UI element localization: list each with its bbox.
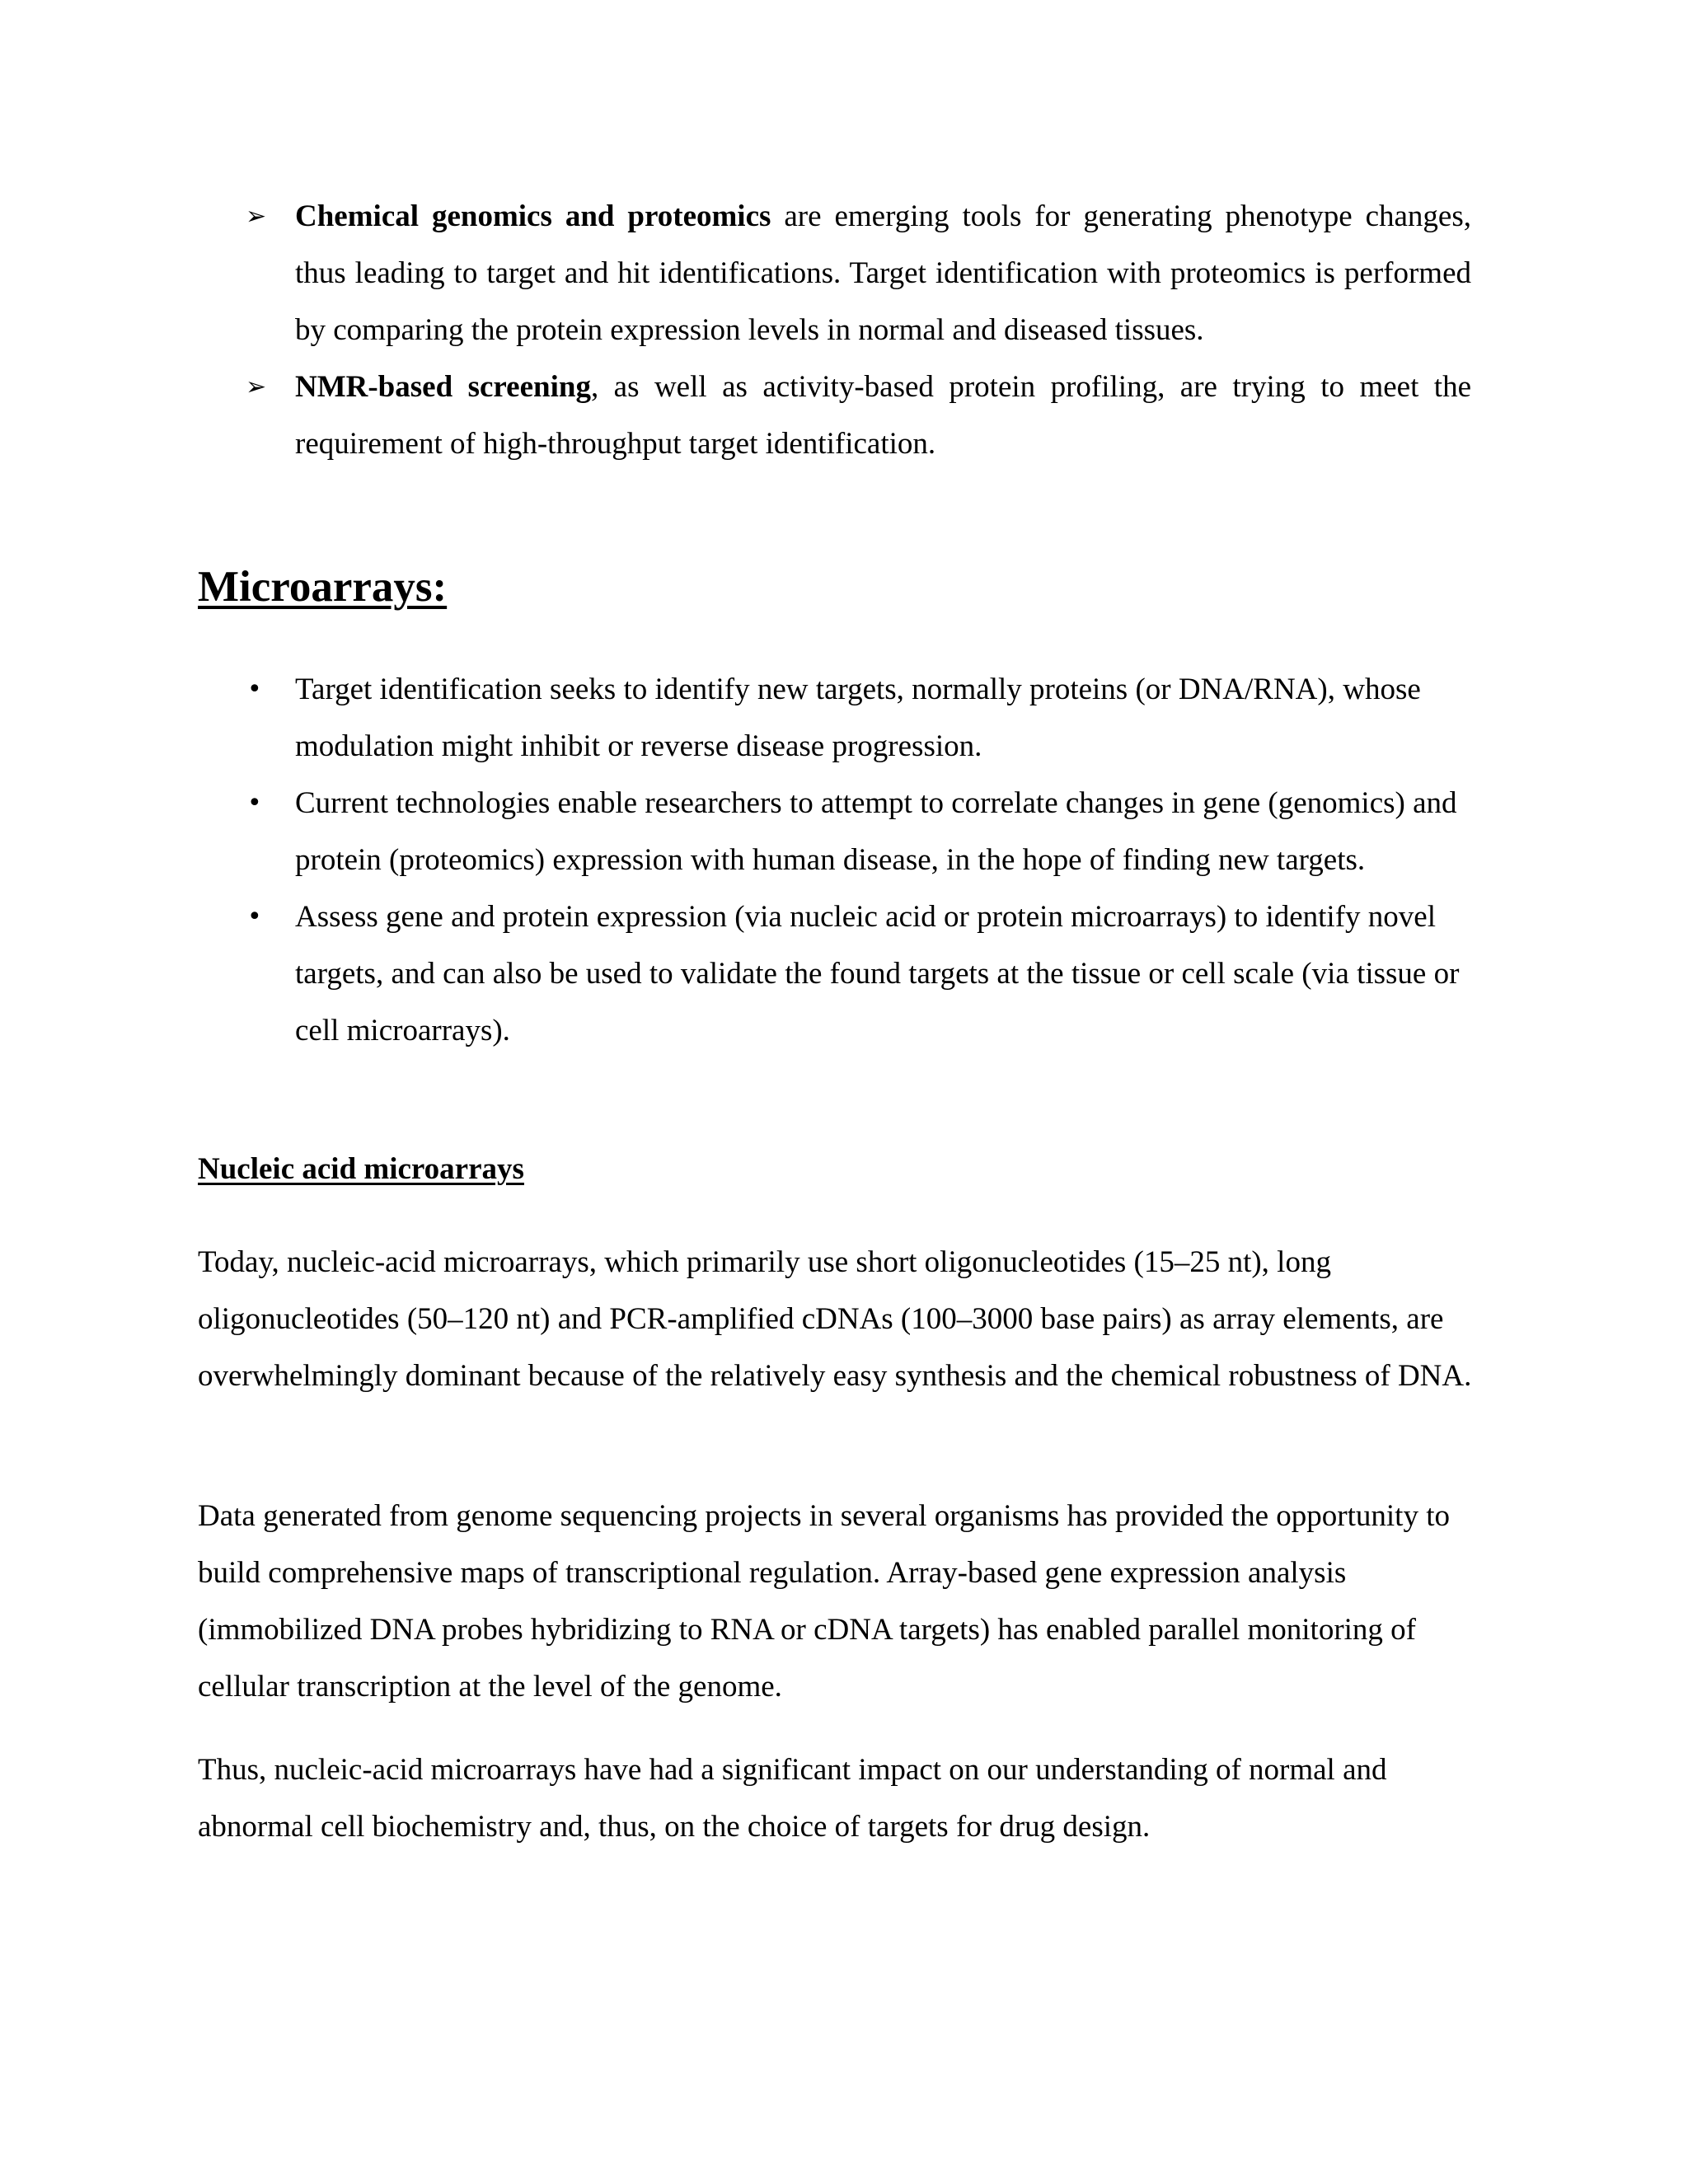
- bullet-text: Assess gene and protein expression (via nucleic acid or protein microarrays) to identify novel targets, and can also be used to validate the found targets at the tissue or cell scale (via tissue or cell microarrays).: [295, 900, 1460, 1047]
- arrow-list-item: [198, 359, 1471, 472]
- arrow-list-item: [198, 188, 1471, 359]
- subsection-heading: Nucleic acid microarrays: [198, 1152, 524, 1186]
- body-paragraph: Today, nucleic-acid microarrays, which primarily use short oligonucleotides (15–25 nt), long oligonucleotides (50–120 nt) and PCR-amplified cDNAs (100–3000 base pairs) as array elements, are overwhelmingly dominant because of the relatively easy synthesis and the chemical robustness of DNA.: [198, 1245, 1472, 1393]
- bullet-text: Target identification seeks to identify new targets, normally proteins (or DNA/RNA), whose modulation might inhibit or reverse disease progression.: [295, 673, 1421, 763]
- body-paragraph: Thus, nucleic-acid microarrays have had a significant impact on our understanding of normal and abnormal cell biochemistry and, thus, on the choice of targets for drug design.: [198, 1753, 1387, 1844]
- body-paragraph: Data generated from genome sequencing projects in several organisms has provided the opportunity to build comprehensive maps of transcriptional regulation. Array-based gene expression analysis (immobilized DNA probes hybridizing to RNA or cDNA targets) has enabled parallel monitoring of cellular transcription at the level of the genome.: [198, 1499, 1450, 1704]
- arrow-bullet-icon: ➢: [246, 202, 267, 231]
- section-heading: Microarrays:: [198, 563, 448, 611]
- bullet-text: , as well as activity-based protein profiling, are trying to meet the requirement of high-throughput target identification.: [295, 370, 1472, 461]
- dot-list-item: [198, 888, 1471, 1059]
- bullet-text: are emerging tools for generating phenotype changes, thus leading to target and hit identifications. Target identification with proteomics is performed by comparing the protein expression levels in normal and diseased tissues.: [295, 199, 1471, 347]
- dot-bullet-icon: •: [247, 789, 262, 818]
- bullet-text: Current technologies enable researchers to attempt to correlate changes in gene (genomics) and protein (proteomics) expression with human disease, in the hope of finding new targets.: [295, 786, 1457, 877]
- dot-bullet-icon: •: [247, 902, 262, 931]
- dot-list-item: [198, 661, 1471, 775]
- bullet-bold-term: Chemical genomics and proteomics: [295, 199, 771, 233]
- dot-list-item: [198, 775, 1471, 888]
- bullet-bold-term: NMR-based screening: [295, 370, 591, 404]
- dot-bullet-list: [198, 661, 1471, 1059]
- arrow-bullet-list: [198, 188, 1471, 472]
- arrow-bullet-icon: ➢: [246, 373, 267, 401]
- dot-bullet-icon: •: [247, 675, 262, 704]
